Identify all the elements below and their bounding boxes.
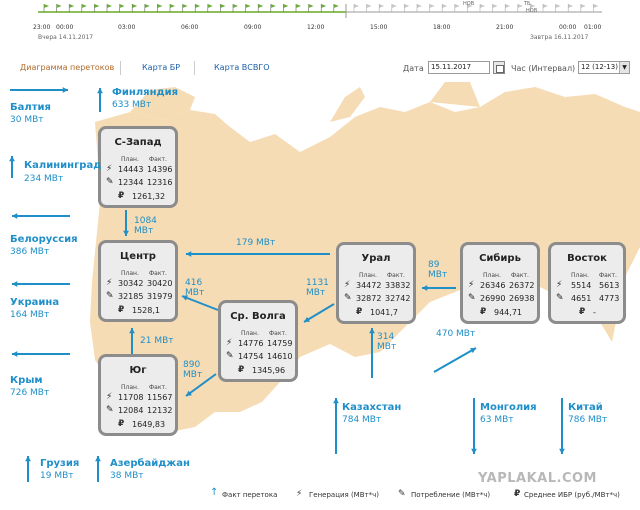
hour-flag-future xyxy=(354,4,359,8)
hour-select[interactable] xyxy=(578,61,630,74)
tick-label: 18:00 xyxy=(433,24,451,31)
ext-kitai-name: Китай xyxy=(568,402,603,413)
hour-flag-future xyxy=(442,4,447,8)
gen-plan: 30342 xyxy=(118,279,144,288)
fact-header: Факт. xyxy=(387,272,405,279)
hour-flag-future xyxy=(518,4,523,8)
ext-gruzia-name: Грузия xyxy=(40,458,80,469)
gen-fact: 14759 xyxy=(267,339,293,348)
region-name: Восток xyxy=(567,253,607,264)
hour-timeline[interactable] xyxy=(0,0,640,46)
hour-flag xyxy=(69,4,74,8)
legend xyxy=(0,486,640,510)
cons-fact: 14610 xyxy=(267,352,293,361)
arrow-up-icon: ↑ xyxy=(210,487,219,498)
consumption-icon: ✎ xyxy=(468,293,476,303)
region-box-centr[interactable] xyxy=(98,240,178,322)
price-value: 1345,96 xyxy=(252,366,286,375)
cons-fact: 32742 xyxy=(385,294,411,303)
tick-label: 03:00 xyxy=(118,24,136,31)
fact-header: Факт. xyxy=(149,156,167,163)
price-value: 1041,7 xyxy=(370,308,398,317)
gen-fact: 11567 xyxy=(147,393,173,402)
cons-plan: 12344 xyxy=(118,178,144,187)
ext-finlandia-name: Финляндия xyxy=(112,87,178,98)
hour-flag xyxy=(220,4,225,8)
cons-plan: 32185 xyxy=(118,292,144,301)
ext-mongolia-value: 63 МВт xyxy=(480,415,514,425)
hour-flag-future xyxy=(392,4,397,8)
ext-krym-name: Крым xyxy=(10,375,43,386)
arrow-baltia xyxy=(10,87,68,93)
hour-flag-future xyxy=(455,4,460,8)
ruble-icon: ₽ xyxy=(118,305,125,315)
ext-krym-value: 726 МВт xyxy=(10,388,50,398)
gen-fact: 14396 xyxy=(147,165,173,174)
taimyr-shape xyxy=(430,82,480,107)
hour-flag-future xyxy=(593,4,598,8)
plan-header: План. xyxy=(121,384,139,391)
gen-plan: 26346 xyxy=(480,281,506,290)
ext-azerbaijan-name: Азербайджан xyxy=(110,458,190,469)
gen-plan: 34472 xyxy=(356,281,382,290)
tab-diagram[interactable]: Диаграмма перетоков xyxy=(20,63,115,72)
hour-flag xyxy=(283,4,288,8)
hour-flag xyxy=(183,4,188,8)
watermark: YAPLAKAL.COM xyxy=(478,471,597,486)
generation-icon: ⚡ xyxy=(226,338,233,348)
hour-flag xyxy=(145,4,150,8)
tab-separator xyxy=(194,61,195,75)
fact-header: Факт. xyxy=(149,270,167,277)
fact-header: Факт. xyxy=(269,330,287,337)
consumption-icon: ✎ xyxy=(398,489,406,499)
tick-label: 01:00 xyxy=(584,24,602,31)
ruble-icon: ₽ xyxy=(118,419,125,429)
gen-fact: 30420 xyxy=(147,279,173,288)
hour-flag xyxy=(309,4,314,8)
ext-finlandia-value: 633 МВт xyxy=(112,100,152,110)
arrow-kazakhstan xyxy=(333,398,339,454)
cons-plan: 26990 xyxy=(480,294,506,303)
marker-label: НОВ xyxy=(526,8,538,14)
plan-header: План. xyxy=(121,270,139,277)
plan-header: План. xyxy=(241,330,259,337)
legend-gen: Генерация (МВт*ч) xyxy=(309,491,379,499)
ext-gruzia-value: 19 МВт xyxy=(40,471,74,481)
hour-flag xyxy=(157,4,162,8)
hour-flag xyxy=(233,4,238,8)
flow-volga-centr: 416 МВт xyxy=(185,278,205,298)
yesterday-label: Вчера 14.11.2017 xyxy=(38,34,94,41)
consumption-icon: ✎ xyxy=(226,351,234,361)
hour-flag xyxy=(120,4,125,8)
region-box-sibir[interactable] xyxy=(460,242,540,324)
ext-baltia-name: Балтия xyxy=(10,102,51,113)
cons-plan: 4651 xyxy=(571,294,592,303)
hour-flag xyxy=(296,4,301,8)
arrow-kitai xyxy=(559,398,565,454)
cons-plan: 14754 xyxy=(238,352,264,361)
tick-label: 00:00 xyxy=(559,24,577,31)
ext-belorussia-name: Белоруссия xyxy=(10,234,78,245)
tab-separator xyxy=(120,61,121,75)
legend-cons: Потребление (МВт*ч) xyxy=(411,491,491,499)
hour-flag-future xyxy=(379,4,384,8)
region-name: Сибирь xyxy=(479,253,521,264)
generation-icon: ⚡ xyxy=(106,278,113,288)
hour-flag xyxy=(246,4,251,8)
ext-mongolia-name: Монголия xyxy=(480,402,537,413)
marker-label: НОВ xyxy=(463,1,475,7)
generation-icon: ⚡ xyxy=(106,164,113,174)
price-value: 1261,32 xyxy=(132,192,166,201)
hour-flag-future xyxy=(543,4,548,8)
cons-fact: 31979 xyxy=(147,292,173,301)
hour-flag xyxy=(170,4,175,8)
ext-kaliningrad-value: 234 МВт xyxy=(24,174,64,184)
hour-label: Час (Интервал) xyxy=(511,64,576,73)
hour-flag-future xyxy=(581,4,586,8)
ext-belorussia-value: 386 МВт xyxy=(10,247,50,257)
tick-label: 00:00 xyxy=(56,24,74,31)
cons-fact: 12132 xyxy=(147,406,173,415)
region-name: Урал xyxy=(361,253,391,264)
plan-header: План. xyxy=(359,272,377,279)
ext-ukraina-name: Украина xyxy=(10,297,60,308)
hour-flag-future xyxy=(404,4,409,8)
tick-label: 12:00 xyxy=(307,24,325,31)
arrow-gruzia xyxy=(25,456,31,482)
consumption-icon: ✎ xyxy=(106,177,114,187)
ext-azerbaijan-value: 38 МВт xyxy=(110,471,144,481)
region-box-volga[interactable] xyxy=(218,300,298,382)
cons-fact: 26938 xyxy=(509,294,535,303)
ext-ukraina-value: 164 МВт xyxy=(10,310,50,320)
ext-kaliningrad-name: Калининград xyxy=(24,160,102,171)
chevron-down-icon[interactable]: ▼ xyxy=(619,62,629,73)
ext-kazakhstan-name: Казахстан xyxy=(342,402,402,413)
gen-plan: 11708 xyxy=(118,393,144,402)
hour-flag-future xyxy=(480,4,485,8)
hour-flag-future xyxy=(367,4,372,8)
price-value: - xyxy=(593,308,596,317)
ruble-icon: ₽ xyxy=(118,191,125,201)
tab-map-vsvgo[interactable]: Карта ВСВГО xyxy=(214,63,270,72)
arrow-belorussia xyxy=(12,213,70,219)
gen-plan: 14443 xyxy=(118,165,144,174)
generation-icon: ⚡ xyxy=(344,280,351,290)
gen-fact: 5613 xyxy=(599,281,620,290)
view-tabs-bar xyxy=(0,56,640,82)
ext-kazakhstan-value: 784 МВт xyxy=(342,415,382,425)
ruble-icon: ₽ xyxy=(356,307,363,317)
fact-header: Факт. xyxy=(149,384,167,391)
plan-header: План. xyxy=(483,272,501,279)
price-value: 944,71 xyxy=(494,308,522,317)
arrow-azerbaijan xyxy=(95,456,101,482)
hour-flag xyxy=(82,4,87,8)
hour-select-value: 12 (12-13) xyxy=(581,63,618,71)
tick-label: 21:00 xyxy=(496,24,514,31)
flow-kaz-sibir: 470 МВт xyxy=(436,329,476,339)
hour-flag xyxy=(208,4,213,8)
cons-fact: 12316 xyxy=(147,178,173,187)
legend-price: Среднее ИБР (руб./МВт*ч) xyxy=(524,491,620,499)
cons-fact: 4773 xyxy=(599,294,620,303)
hour-flag xyxy=(334,4,339,8)
fact-header: Факт. xyxy=(511,272,529,279)
plan-header: План. xyxy=(571,272,589,279)
ruble-icon: ₽ xyxy=(514,489,521,499)
arrow-krym xyxy=(12,351,70,357)
hour-flag-future xyxy=(430,4,435,8)
tick-label: 23:00 xyxy=(33,24,51,31)
flow-yug-centr: 21 МВт xyxy=(140,336,174,346)
ext-kitai-value: 786 МВт xyxy=(568,415,608,425)
gen-plan: 5514 xyxy=(571,281,592,290)
hour-flag-future xyxy=(556,4,561,8)
flow-volga-yug: 890 МВт xyxy=(183,360,203,380)
hour-flag-future xyxy=(568,4,573,8)
cons-plan: 32872 xyxy=(356,294,382,303)
hour-flag xyxy=(132,4,137,8)
gen-fact: 33832 xyxy=(385,281,411,290)
marker-label: ТБ xyxy=(524,1,531,7)
consumption-icon: ✎ xyxy=(106,291,114,301)
region-name: С-Запад xyxy=(114,137,162,148)
hour-flag-future xyxy=(505,4,510,8)
ext-baltia-value: 30 МВт xyxy=(10,115,44,125)
flow-ural-centr: 179 МВт xyxy=(236,238,276,248)
tick-label: 06:00 xyxy=(181,24,199,31)
tick-label: 15:00 xyxy=(370,24,388,31)
flow-map xyxy=(0,82,640,510)
hour-flag xyxy=(271,4,276,8)
tab-map-br[interactable]: Карта БР xyxy=(142,63,181,72)
cons-plan: 12084 xyxy=(118,406,144,415)
hour-flag xyxy=(258,4,263,8)
flow-sibir-ural: 89 МВт xyxy=(428,260,448,280)
tomorrow-label: Завтра 16.11.2017 xyxy=(530,34,589,41)
consumption-icon: ✎ xyxy=(344,293,352,303)
hour-flag xyxy=(321,4,326,8)
region-name: Юг xyxy=(129,365,147,376)
legend-flow: Факт перетока xyxy=(222,491,278,499)
hour-flag-future xyxy=(493,4,498,8)
region-box-yug[interactable] xyxy=(98,354,178,436)
region-box-szapad[interactable] xyxy=(98,126,178,208)
hour-flag xyxy=(57,4,62,8)
arrow-finlandia xyxy=(97,88,103,112)
ruble-icon: ₽ xyxy=(579,307,586,317)
date-label: Дата xyxy=(403,64,424,73)
gen-plan: 14776 xyxy=(238,339,264,348)
arrow-kaz-sibir xyxy=(434,348,476,372)
generation-icon: ⚡ xyxy=(468,280,475,290)
date-field[interactable]: 15.11.2017 xyxy=(428,61,490,74)
region-box-ural[interactable] xyxy=(336,242,416,324)
hour-flag xyxy=(195,4,200,8)
fact-header: Факт. xyxy=(599,272,617,279)
arrow-mongolia xyxy=(471,398,477,454)
generation-icon: ⚡ xyxy=(296,489,303,499)
tick-label: 09:00 xyxy=(244,24,262,31)
ruble-icon: ₽ xyxy=(480,307,487,317)
price-value: 1649,83 xyxy=(132,420,166,429)
region-name: Ср. Волга xyxy=(230,311,286,322)
region-box-vostok[interactable] xyxy=(548,242,626,324)
region-name: Центр xyxy=(120,251,156,262)
hour-flag xyxy=(44,4,49,8)
arrow-ukraina xyxy=(12,281,70,287)
consumption-icon: ✎ xyxy=(106,405,114,415)
generation-icon: ⚡ xyxy=(106,392,113,402)
flow-ural-volga: 1131 МВт xyxy=(306,278,329,298)
flow-szapad-centr: 1084 МВт xyxy=(134,216,157,236)
consumption-icon: ✎ xyxy=(556,293,564,303)
hour-flag-future xyxy=(417,4,422,8)
arrow-kaliningrad xyxy=(9,156,15,178)
plan-header: План. xyxy=(121,156,139,163)
generation-icon: ⚡ xyxy=(556,280,563,290)
price-value: 1528,1 xyxy=(132,306,160,315)
flow-kaz-ural: 314 МВт xyxy=(377,332,397,352)
hour-flag xyxy=(94,4,99,8)
gen-fact: 26372 xyxy=(509,281,535,290)
ruble-icon: ₽ xyxy=(238,365,245,375)
calendar-icon[interactable] xyxy=(493,61,505,74)
hour-flag xyxy=(107,4,112,8)
